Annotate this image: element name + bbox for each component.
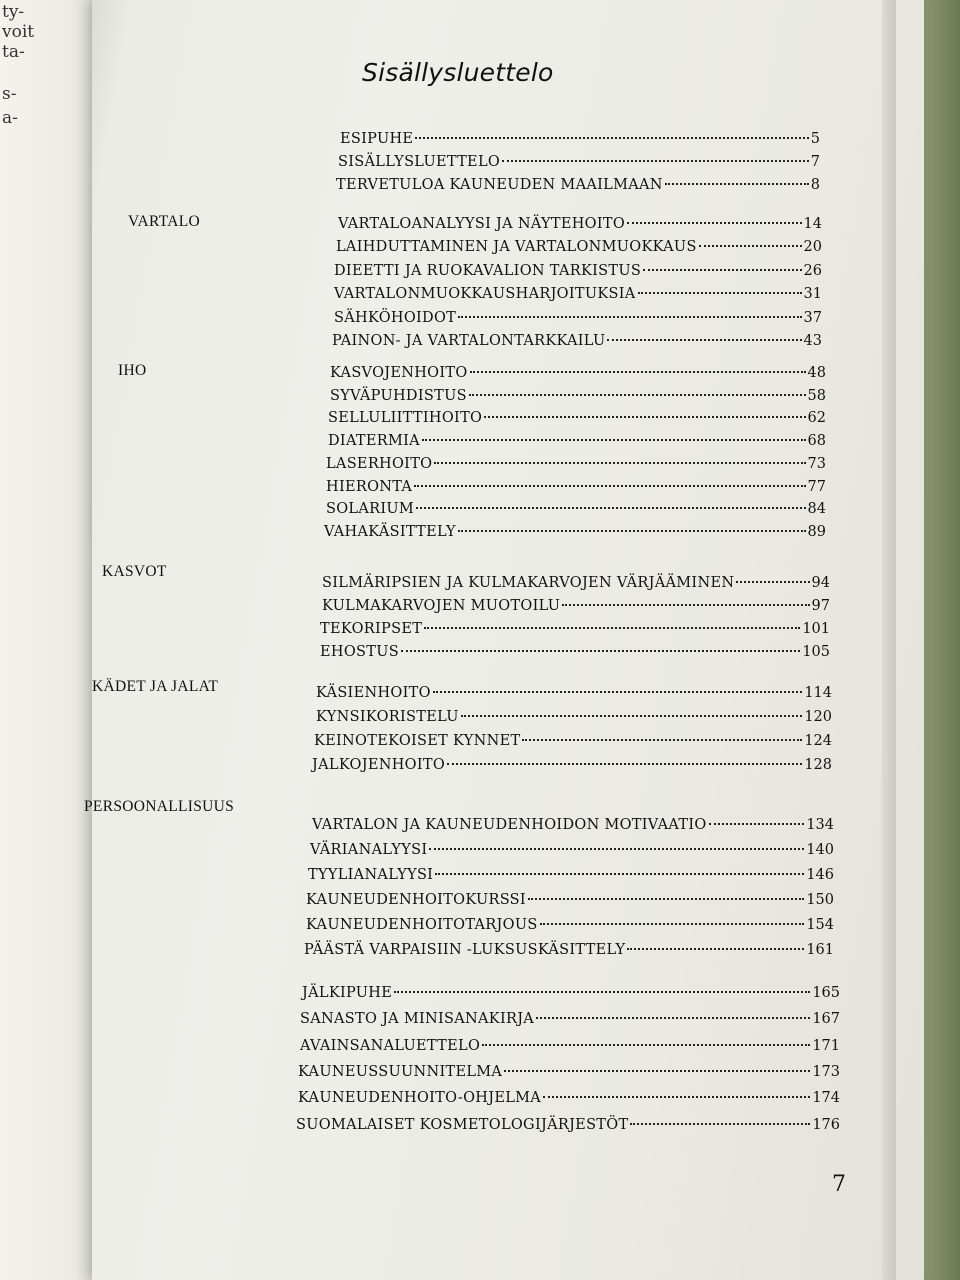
toc-entry-title: ESIPUHE (340, 131, 414, 147)
toc-entry (304, 939, 834, 961)
toc-entry-page: 58 (807, 387, 826, 404)
toc-entry-page: 120 (804, 709, 832, 725)
dot-leader (429, 848, 804, 850)
toc-entry-title: LAIHDUTTAMINEN JA VARTALONMUOKKAUS (336, 239, 697, 256)
toc-entry-title: TERVETULOA KAUNEUDEN MAAILMAAN (336, 177, 663, 193)
dot-leader (470, 371, 806, 373)
toc-entry (338, 213, 822, 235)
section-heading: KASVOT (102, 563, 167, 580)
toc-entry (316, 682, 832, 704)
toc-entry-title: AVAINSANALUETTELO (300, 1037, 481, 1054)
toc-entry-page: 167 (812, 1011, 840, 1028)
toc-entry-page: 165 (812, 985, 840, 1001)
dot-leader (461, 715, 803, 717)
toc-entry-title: KÄSIENHOITO (316, 685, 431, 701)
page-title: Sisällysluettelo (362, 58, 554, 87)
toc-entry (324, 521, 826, 543)
left-page (0, 0, 100, 1280)
toc-entry-page: 62 (807, 410, 826, 427)
toc-entry (312, 754, 832, 776)
toc-entry-title: SELLULIITTIHOITO (328, 410, 483, 427)
toc-entry (314, 730, 832, 752)
toc-entry-title: KASVOJENHOITO (330, 365, 468, 381)
toc-entry-page: 68 (807, 433, 826, 450)
dot-leader (536, 1017, 810, 1019)
toc-entry (334, 307, 822, 329)
dot-leader (502, 160, 809, 162)
toc-entry-title: TYYLIANALYYSI (308, 867, 434, 883)
toc-entry-title: PÄÄSTÄ VARPAISIIN -LUKSUSKÄSITTELY (304, 942, 626, 958)
toc-entry (330, 362, 826, 384)
toc-entry (328, 430, 826, 452)
dot-leader (627, 222, 802, 224)
toc-entry (296, 1114, 840, 1136)
toc-entry-page: 154 (806, 917, 834, 933)
dot-leader (433, 691, 803, 693)
left-page-fragment: ty- (2, 2, 25, 22)
toc-entry-title: SYVÄPUHDISTUS (330, 387, 467, 404)
dot-leader (422, 439, 806, 441)
toc-entry-title: SÄHKÖHOIDOT (334, 309, 457, 326)
toc-entry-page: 134 (806, 817, 834, 833)
toc-entry-page: 43 (803, 333, 822, 349)
toc-entry (306, 889, 834, 911)
dot-leader (434, 462, 805, 464)
toc-entry (334, 260, 822, 282)
section-heading: VARTALO (128, 213, 200, 230)
toc-entry (340, 128, 820, 150)
toc-entry-page: 14 (803, 216, 822, 232)
toc-entry-title: VÄRIANALYYSI (310, 842, 428, 858)
toc-entry-page: 20 (803, 239, 822, 256)
toc-entry-page: 84 (807, 501, 826, 518)
dot-leader (630, 1123, 810, 1125)
toc-entry (306, 914, 834, 936)
toc-entry-title: KAUNEUSSUUNNITELMA (298, 1063, 503, 1080)
toc-entry-page: 146 (806, 867, 834, 883)
toc-entry (328, 407, 826, 429)
section-heading: IHO (118, 362, 147, 379)
toc-entry-page: 31 (803, 286, 822, 303)
left-page-fragment: ta- (2, 42, 25, 62)
toc-entry-page: 114 (804, 685, 832, 701)
toc-entry (326, 453, 826, 475)
toc-entry (320, 618, 830, 640)
dot-leader (458, 316, 801, 318)
toc-entry-page: 174 (812, 1090, 840, 1107)
dot-leader (504, 1070, 810, 1072)
toc-entry (312, 814, 834, 836)
toc-entry-title: JALKOJENHOITO (312, 757, 446, 773)
toc-entry-page: 5 (810, 131, 820, 147)
toc-entry (338, 151, 820, 173)
toc-entry (300, 1008, 840, 1030)
dot-leader (522, 739, 802, 741)
toc-entry-page: 171 (812, 1037, 840, 1054)
dot-leader (394, 991, 810, 993)
toc-entry-page: 77 (807, 478, 826, 495)
dot-leader (447, 763, 802, 765)
dot-leader (528, 898, 804, 900)
toc-entry-page: 37 (803, 309, 822, 326)
toc-entry (336, 174, 820, 196)
dot-leader (543, 1096, 810, 1098)
toc-entry-page: 97 (811, 598, 830, 614)
dot-leader (643, 269, 801, 271)
toc-entry-title: KAUNEUDENHOITO-OHJELMA (298, 1090, 542, 1107)
dot-leader (435, 873, 804, 875)
toc-entry-title: KEINOTEKOISET KYNNET (314, 733, 521, 749)
dot-leader (627, 948, 804, 950)
section-heading: KÄDET JA JALAT (92, 678, 219, 695)
toc-entry (326, 476, 826, 498)
page-edge (882, 0, 896, 1280)
toc-entry-title: KYNSIKORISTELU (316, 709, 459, 725)
section-heading: PERSOONALLISUUS (84, 798, 235, 815)
dot-leader (699, 245, 802, 247)
toc-entry (300, 1035, 840, 1057)
dot-leader (416, 507, 806, 509)
toc-entry-page: 101 (802, 621, 830, 637)
toc-entry-page: 173 (812, 1063, 840, 1080)
dot-leader (736, 581, 809, 583)
left-page-fragment: s- (2, 84, 17, 104)
toc-entry-title: VARTALONMUOKKAUSHARJOITUKSIA (334, 286, 636, 303)
toc-entry-title: PAINON- JA VARTALONTARKKAILU (332, 333, 606, 349)
toc-entry (326, 498, 826, 520)
dot-leader (540, 923, 805, 925)
toc-entry-page: 161 (806, 942, 834, 958)
toc-entry-title: EHOSTUS (320, 644, 399, 660)
toc-entry-page: 128 (804, 757, 832, 773)
toc-entry (336, 236, 822, 258)
toc-entry (298, 1087, 840, 1109)
toc-entry-title: VAHAKÄSITTELY (324, 523, 456, 540)
dot-leader (424, 627, 800, 629)
toc-entry-page: 105 (802, 644, 830, 660)
toc-entry (310, 839, 834, 861)
toc-entry-page: 48 (807, 365, 826, 381)
dot-leader (414, 485, 805, 487)
toc-entry-title: SISÄLLYSLUETTELO (338, 154, 501, 170)
left-page-fragment: voit (2, 22, 35, 42)
toc-entry-page: 176 (812, 1116, 840, 1133)
toc-entry-page: 7 (810, 154, 820, 170)
dot-leader (415, 137, 808, 139)
toc-entry-page: 73 (807, 455, 826, 472)
toc-entry (322, 572, 830, 594)
dot-leader (709, 823, 805, 825)
dot-leader (458, 530, 806, 532)
dot-leader (665, 183, 809, 185)
toc-entry-title: TEKORIPSET (320, 621, 423, 637)
toc-entry-title: SOLARIUM (326, 501, 415, 518)
dot-leader (401, 650, 800, 652)
left-page-fragment: a- (2, 108, 18, 128)
toc-entry (308, 864, 834, 886)
toc-entry-title: KAUNEUDENHOITOTARJOUS (306, 917, 538, 933)
toc-entry-title: SANASTO JA MINISANAKIRJA (300, 1011, 535, 1028)
dot-leader (638, 292, 802, 294)
toc-entry-title: HIERONTA (326, 478, 413, 495)
toc-entry-title: KULMAKARVOJEN MUOTOILU (322, 598, 561, 614)
toc-entry-title: VARTALOANALYYSI JA NÄYTEHOITO (338, 216, 626, 232)
toc-entry-title: JÄLKIPUHE (302, 985, 393, 1001)
toc-entry-title: DIEETTI JA RUOKAVALION TARKISTUS (334, 262, 642, 279)
toc-entry-title: SILMÄRIPSIEN JA KULMAKARVOJEN VÄRJÄÄMINEN (322, 575, 735, 591)
toc-entry (322, 595, 830, 617)
dot-leader (482, 1044, 810, 1046)
toc-entry-page: 89 (807, 523, 826, 540)
toc-entry (320, 641, 830, 663)
toc-entry (302, 982, 840, 1004)
dot-leader (562, 604, 809, 606)
toc-entry-title: DIATERMIA (328, 433, 420, 450)
toc-entry (298, 1061, 840, 1083)
toc-entry-title: LASERHOITO (326, 455, 433, 472)
toc-entry (316, 706, 832, 728)
toc-entry (332, 330, 822, 352)
toc-entry-page: 140 (806, 842, 834, 858)
dot-leader (607, 339, 801, 341)
toc-entry (334, 283, 822, 305)
dot-leader (484, 416, 805, 418)
dot-leader (469, 394, 806, 396)
toc-entry-title: KAUNEUDENHOITOKURSSI (306, 892, 526, 908)
toc-entry-page: 26 (803, 262, 822, 279)
toc-entry-title: SUOMALAISET KOSMETOLOGIJÄRJESTÖT (296, 1116, 629, 1133)
toc-entry-title: VARTALON JA KAUNEUDENHOIDON MOTIVAATIO (312, 817, 707, 833)
toc-entry-page: 94 (811, 575, 830, 591)
toc-entry (330, 385, 826, 407)
toc-entry-page: 124 (804, 733, 832, 749)
toc-entry-page: 150 (806, 892, 834, 908)
page-number: 7 (832, 1172, 846, 1197)
toc-entry-page: 8 (810, 177, 820, 193)
